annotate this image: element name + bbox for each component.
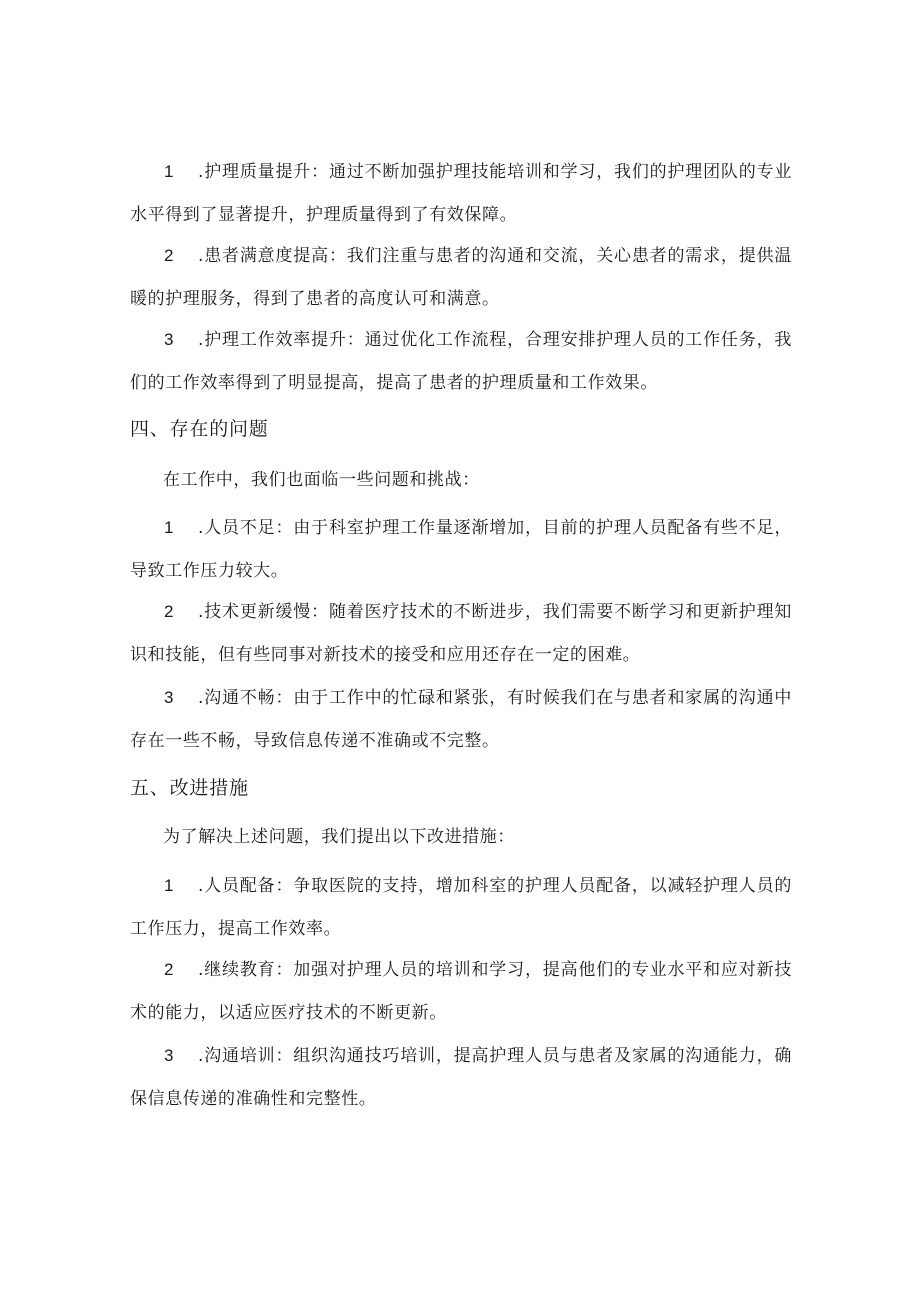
item-number: 3 bbox=[164, 688, 175, 707]
section5-item-3 bbox=[130, 1034, 792, 1121]
item-text: .人员配备：争取医院的支持，增加科室的护理人员配备，以减轻护理人员的工作压力，提高工作效率。 bbox=[130, 876, 792, 939]
item-number: 2 bbox=[164, 960, 175, 979]
section3-item-3 bbox=[130, 318, 792, 405]
item-number: 3 bbox=[164, 330, 175, 349]
section4-item-3 bbox=[130, 676, 792, 763]
section4-intro: 在工作中，我们也面临一些问题和挑战： bbox=[163, 470, 480, 490]
item-text: .护理质量提升：通过不断加强护理技能培训和学习，我们的护理团队的专业水平得到了显著提升，护理质量得到了有效保障。 bbox=[130, 162, 792, 225]
section4-item-1 bbox=[130, 506, 792, 593]
item-text: .人员不足：由于科室护理工作量逐渐增加，目前的护理人员配备有些不足，导致工作压力较大。 bbox=[130, 518, 792, 581]
section4-item-2 bbox=[130, 590, 792, 677]
item-number: 3 bbox=[164, 1046, 175, 1065]
section5-item-2 bbox=[130, 948, 792, 1035]
section5-title: 五、改进措施 bbox=[130, 777, 249, 799]
section5-item-1 bbox=[130, 864, 792, 951]
item-number: 1 bbox=[164, 162, 175, 181]
section3-item-1 bbox=[130, 150, 792, 237]
item-text: .护理工作效率提升：通过优化工作流程，合理安排护理人员的工作任务，我们的工作效率得到了明显提高，提高了患者的护理质量和工作效果。 bbox=[130, 330, 792, 393]
item-text: .沟通培训：组织沟通技巧培训，提高护理人员与患者及家属的沟通能力，确保信息传递的准确性和完整性。 bbox=[130, 1046, 792, 1109]
item-text: .患者满意度提高：我们注重与患者的沟通和交流，关心患者的需求，提供温暖的护理服务，得到了患者的高度认可和满意。 bbox=[130, 246, 792, 309]
item-text: .技术更新缓慢：随着医疗技术的不断进步，我们需要不断学习和更新护理知识和技能，但有些同事对新技术的接受和应用还存在一定的困难。 bbox=[130, 602, 792, 665]
item-text: .沟通不畅：由于工作中的忙碌和紧张，有时候我们在与患者和家属的沟通中存在一些不畅，导致信息传递不准确或不完整。 bbox=[130, 688, 792, 751]
item-text: .继续教育：加强对护理人员的培训和学习，提高他们的专业水平和应对新技术的能力，以适应医疗技术的不断更新。 bbox=[130, 960, 792, 1023]
item-number: 1 bbox=[164, 876, 175, 895]
section4-title: 四、存在的问题 bbox=[130, 418, 269, 440]
item-number: 2 bbox=[164, 246, 175, 265]
item-number: 2 bbox=[164, 602, 175, 621]
section3-item-2 bbox=[130, 234, 792, 321]
section5-intro: 为了解决上述问题，我们提出以下改进措施： bbox=[163, 827, 515, 847]
item-number: 1 bbox=[164, 518, 175, 537]
